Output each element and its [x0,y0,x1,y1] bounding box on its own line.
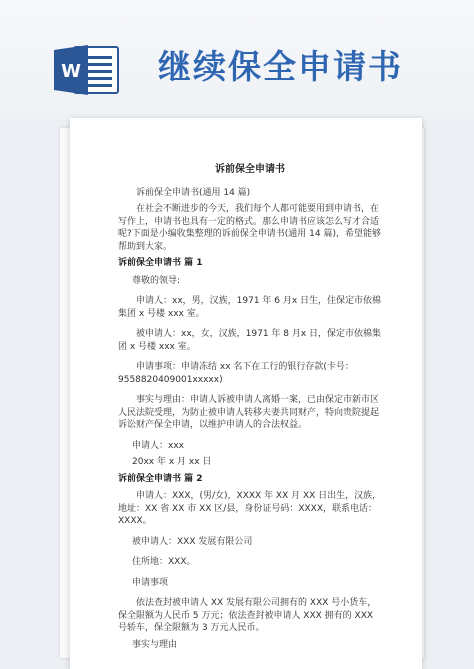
section-heading-2: 诉前保全申请书 篇 2 [118,473,203,484]
signature-line: 申请人：xxx [132,440,184,451]
document-body [118,164,382,655]
date-line: 20xx 年 x 月 xx 日 [132,457,212,467]
matter-heading: 申请事项 [132,577,169,588]
document-title: 诉前保全申请书 [215,164,285,175]
facts-heading: 事实与理由 [132,639,178,650]
respondent-paragraph: 被申请人：xx，女，汉族，1971 年 8 月x 日，保定市依棉集团 x 号楼 xxx 室。 [118,329,382,352]
respondent-paragraph-2: 被申请人：XXX 发展有限公司 [132,536,253,547]
matter-paragraph-2: 依法查封被申请人 XX 发展有限公司拥有的 XXX 号小货车，保全限额为人民币 5 万元；依法查封被申请人 XXX 拥有的 XXX 号轿车，保全限额为 3 万元人民币。 [118,598,377,633]
salutation: 尊敬的领导: [132,275,181,286]
document-page [70,118,422,669]
matter-paragraph: 申请事项：申请冻结 xx 名下在工行的银行存款(卡号：9558820409001xxxxx) [118,362,354,385]
facts-paragraph: 事实与理由：申请人诉被申请人离婚一案，已由保定市新市区人民法院受理，为防止被申请人转移夫妻共同财产，特向贵院提起诉讼财产保全申请，以维护申请人的合法权益。 [118,395,380,430]
intro-reference: 诉前保全申请书(通用 14 篇) [136,187,251,198]
intro-paragraph: 在社会不断进步的今天，我们每个人都可能要用到申请书，在写作上，申请书也具有一定的格式。那么申请书应该怎么写才合适呢?下面是小编收集整理的诉前保全申请书(通用 14 篇)，希望能够帮助到大家。 [118,204,381,252]
applicant-paragraph: 申请人：xx，男，汉族，1971 年 6 月x 日生，住保定市依棉集团 x 号楼 xxx 室。 [118,296,382,319]
section-heading-1: 诉前保全申请书 篇 1 [118,258,203,268]
word-document-icon [52,44,120,96]
header-banner [0,0,474,120]
page-title: 继续保全申请书 [158,47,403,86]
svg-text:W: W [61,61,81,82]
applicant-paragraph-2: 申请人：XXX，(男/女)，XXXX 年 XX 月 XX 日出生，汉族，地址：XX 省 XX 市 XX 区/县，身份证号码：XXXX，联系电话：XXXX。 [118,491,382,526]
address-line: 住所地：XXX。 [132,557,196,567]
